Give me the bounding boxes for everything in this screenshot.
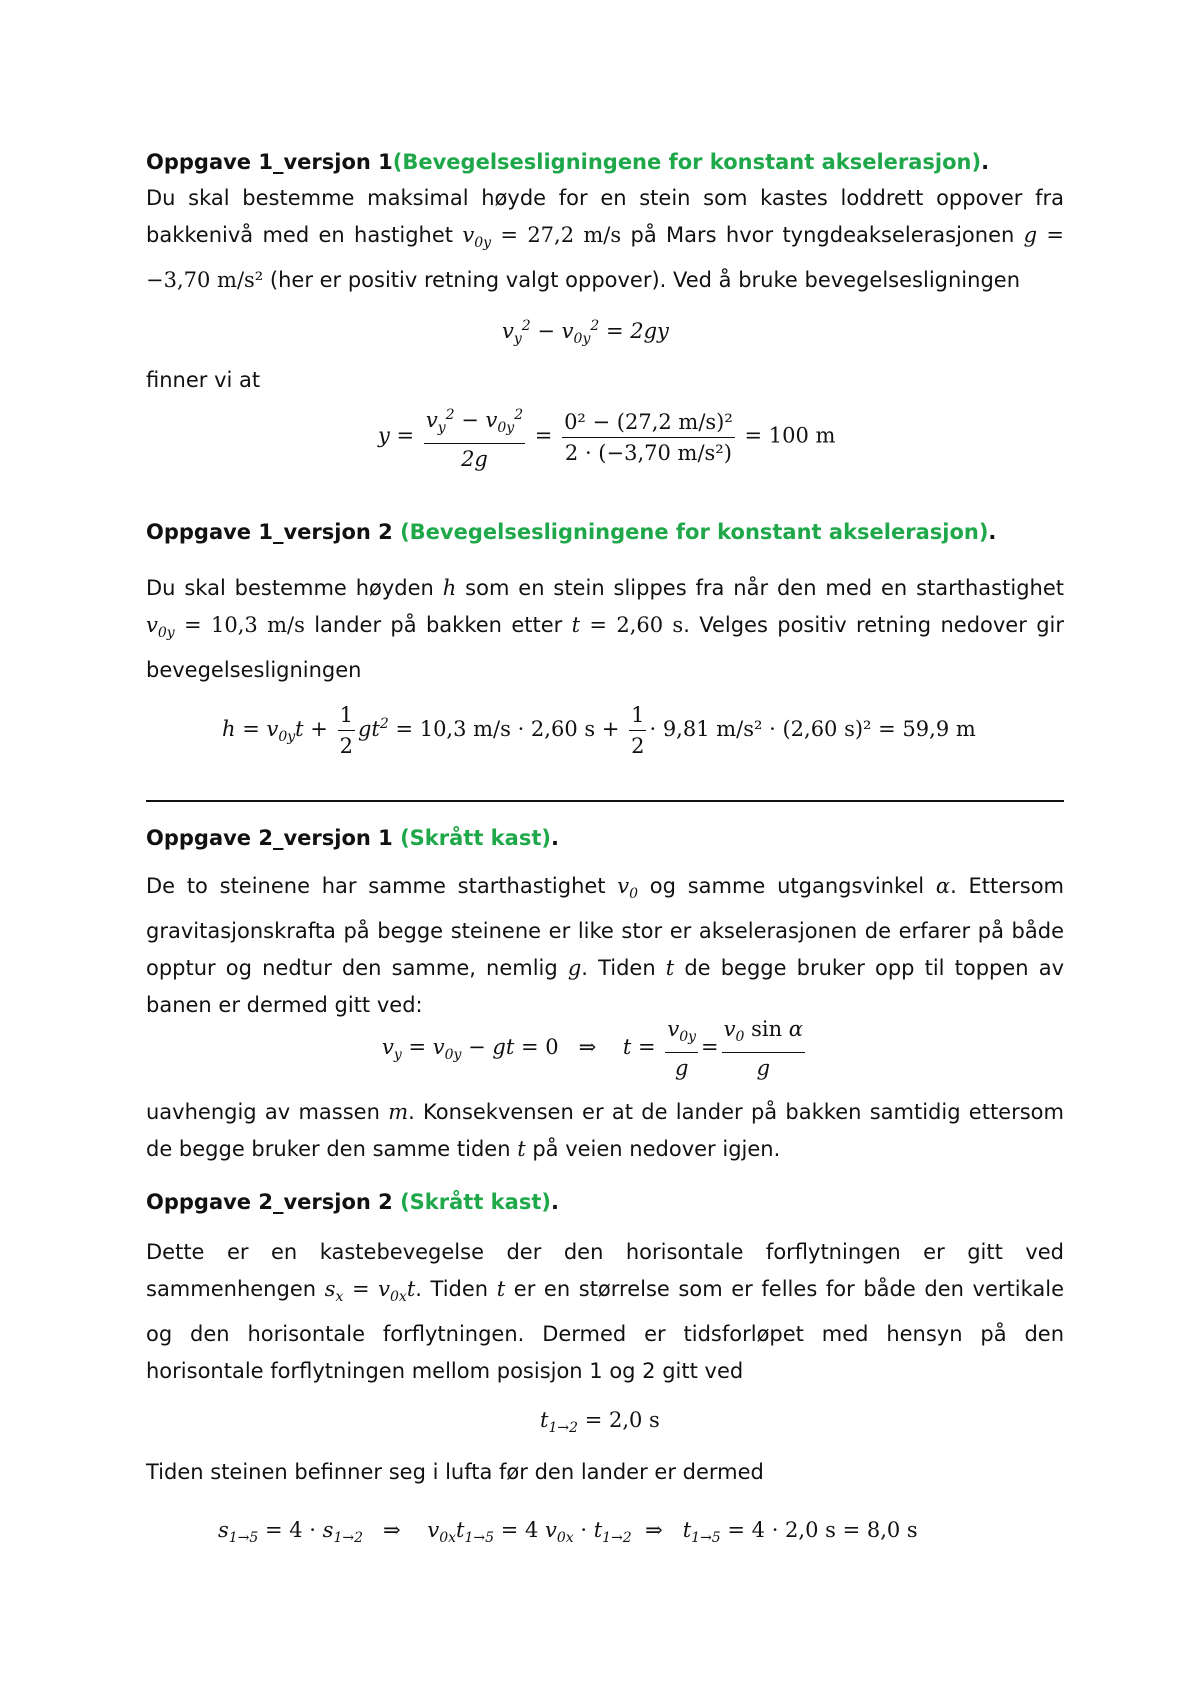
heading-title: Oppgave 2_versjon 1 [146, 826, 393, 850]
math-v0y: $v_{0y}$ = [146, 613, 211, 642]
math-v0y-value: 10,3 m/s [210, 613, 305, 637]
text: de begge bruker opp til toppen av banen er dermed gitt ved: [146, 956, 1064, 1018]
section-4-paragraph [146, 1234, 1064, 1390]
heading-title: Oppgave 2_versjon 2 [146, 1190, 393, 1214]
math-h: h [442, 576, 457, 600]
section-heading-4 [146, 1190, 559, 1214]
fraction-numerator: 0² − (27,2 m/s)² [562, 407, 735, 438]
equation-final-value: = 4 · 2,0 s = 8,0 s [727, 1518, 918, 1542]
text: De to steinene har samme starthastighet [146, 874, 618, 898]
text: Dette er en kastebevegelse der den horisontale forflytningen er gitt ved sammenhengen [146, 1240, 1064, 1301]
fraction-denominator: 2 · (−3,70 m/s²) [564, 440, 732, 465]
section-1-paragraph [146, 180, 1064, 299]
math-t-value: 2,60 s [616, 613, 684, 637]
text: . Tiden [415, 1277, 497, 1301]
text: på veien nedover igjen. [525, 1137, 781, 1161]
text: uavhengig av massen [146, 1100, 389, 1124]
section-3-paragraph-2 [146, 1094, 1064, 1168]
text: og samme utgangsvinkel [638, 874, 936, 898]
section-heading-2 [146, 520, 996, 544]
math-g: g = [1023, 223, 1065, 247]
text: som en stein slippes fra når den med en starthastighet [456, 576, 1064, 600]
heading-period: . [550, 1190, 559, 1214]
section-heading-1 [146, 150, 989, 174]
section-1-paragraph-2 [146, 362, 1064, 399]
heading-period: . [981, 150, 990, 174]
equation-h: $h = v_{0y}t$ + $\frac{1}{2}$ $gt^2 = 10,3$ m/s · 2,60 s + $\frac{1}{2}$ · 9,81 m/s² · (2,60 s)² = 59,9 m [222, 700, 976, 761]
heading-period: . [550, 826, 559, 850]
math-t: t = [571, 613, 617, 637]
math-g-value: −3,70 m/s² [146, 268, 264, 293]
heading-topic: (Bevegelsesligningene for konstant akselerasjon) [392, 150, 982, 174]
math-g: g [567, 956, 582, 981]
math-alpha: α [935, 874, 951, 898]
math-m: m [388, 1100, 409, 1124]
section-2-paragraph [146, 570, 1064, 689]
text: . Ettersom gravitasjonskrafta på begge steinene er like stor er akselerasjonen de erfarer på både opptur og nedtur den samme, nemlig [146, 874, 1064, 981]
math-v0y: $v_{0y}$ = [462, 223, 528, 252]
equation-motion: $v_y^2 - v_{0y}^2 = 2gy$ [502, 318, 669, 348]
text: er en størrelse som er felles for både den vertikale og den horisontale forflytningen. Dermed er tidsforløpet med hensyn på den horisontale forflytningen mellom posisjon 1 og 2 gitt ved [146, 1277, 1064, 1384]
text: på Mars hvor tyngdeakselerasjonen [621, 223, 1024, 247]
section-4-paragraph-2 [146, 1454, 1064, 1491]
text: Du skal bestemme høyden [146, 576, 443, 600]
equation-t12: $t_{1\to 2} = 2,0$ s [540, 1408, 660, 1437]
equation-rhs-part1: = 10,3 m/s · 2,60 s + [395, 717, 627, 741]
section-divider [146, 800, 1064, 802]
math-t: t [496, 1277, 506, 1301]
heading-title: Oppgave 1_versjon 2 [146, 520, 393, 544]
equation-result: = 100 m [744, 423, 836, 448]
math-t: t [517, 1137, 526, 1161]
text: finner vi at [146, 368, 261, 392]
math-v0y-value: 27,2 m/s [527, 223, 622, 247]
text: . Velges positiv retning nedover gir bevegelsesligningen [146, 613, 1065, 683]
heading-title: Oppgave 1_versjon 1 [146, 150, 393, 174]
text: Tiden steinen befinner seg i lufta før den lander er dermed [146, 1460, 764, 1484]
heading-topic: (Bevegelsesligningene for konstant akselerasjon) [400, 520, 989, 544]
math-t: t [665, 956, 675, 981]
math-sx: $s_x = v_{0x}t$ [324, 1277, 416, 1306]
text: lander på bakken etter [304, 613, 572, 637]
text: Du skal bestemme maksimal høyde for en stein som kastes loddrett oppover fra bakkenivå med en hastighet [146, 186, 1064, 247]
equation-height: y = $\frac{v_y^2 - v_{0y}^2}{2g}$ = $\frac{\text{0² − (27,2 m/s)²}}{\text{2 · (−3,70 m/s²)}}$ = 100 m [378, 400, 835, 474]
math-v0: $v_0$ [617, 874, 639, 903]
equation-rhs-part2: · 9,81 m/s² · (2,60 s)² = 59,9 m [649, 717, 976, 741]
text: (her er positiv retning valgt oppover). Ved å bruke bevegelsesligningen [263, 268, 1020, 293]
heading-topic: (Skrått kast) [400, 826, 551, 850]
section-heading-3 [146, 826, 559, 850]
equation-t15: $s_{1\to 5} = 4 \cdot s_{1\to 2}$ ⇒ $v_{0x}t_{1\to 5} = 4$ $v_{0x} \cdot t_{1\to 2}$ ⇒ $t_{1\to 5} = 4 \cdot 2,0$ s = 8,0 s [218, 1518, 918, 1547]
equation-t-top: $v_y = v_{0y}$ − gt = 0 ⇒ t = $\frac{v_{0y}}{g}$ = $\frac{v_0 \sin \alpha}{g}$ [382, 1014, 808, 1083]
text: . Konsekvensen er at de lander på bakken samtidig ettersom de begge bruker den samme tiden [146, 1100, 1064, 1161]
text: . Tiden [581, 956, 666, 981]
heading-period: . [988, 520, 997, 544]
heading-topic: (Skrått kast) [400, 1190, 551, 1214]
equation-t12-value: = 2,0 s [584, 1408, 660, 1432]
section-3-paragraph [146, 868, 1064, 1024]
